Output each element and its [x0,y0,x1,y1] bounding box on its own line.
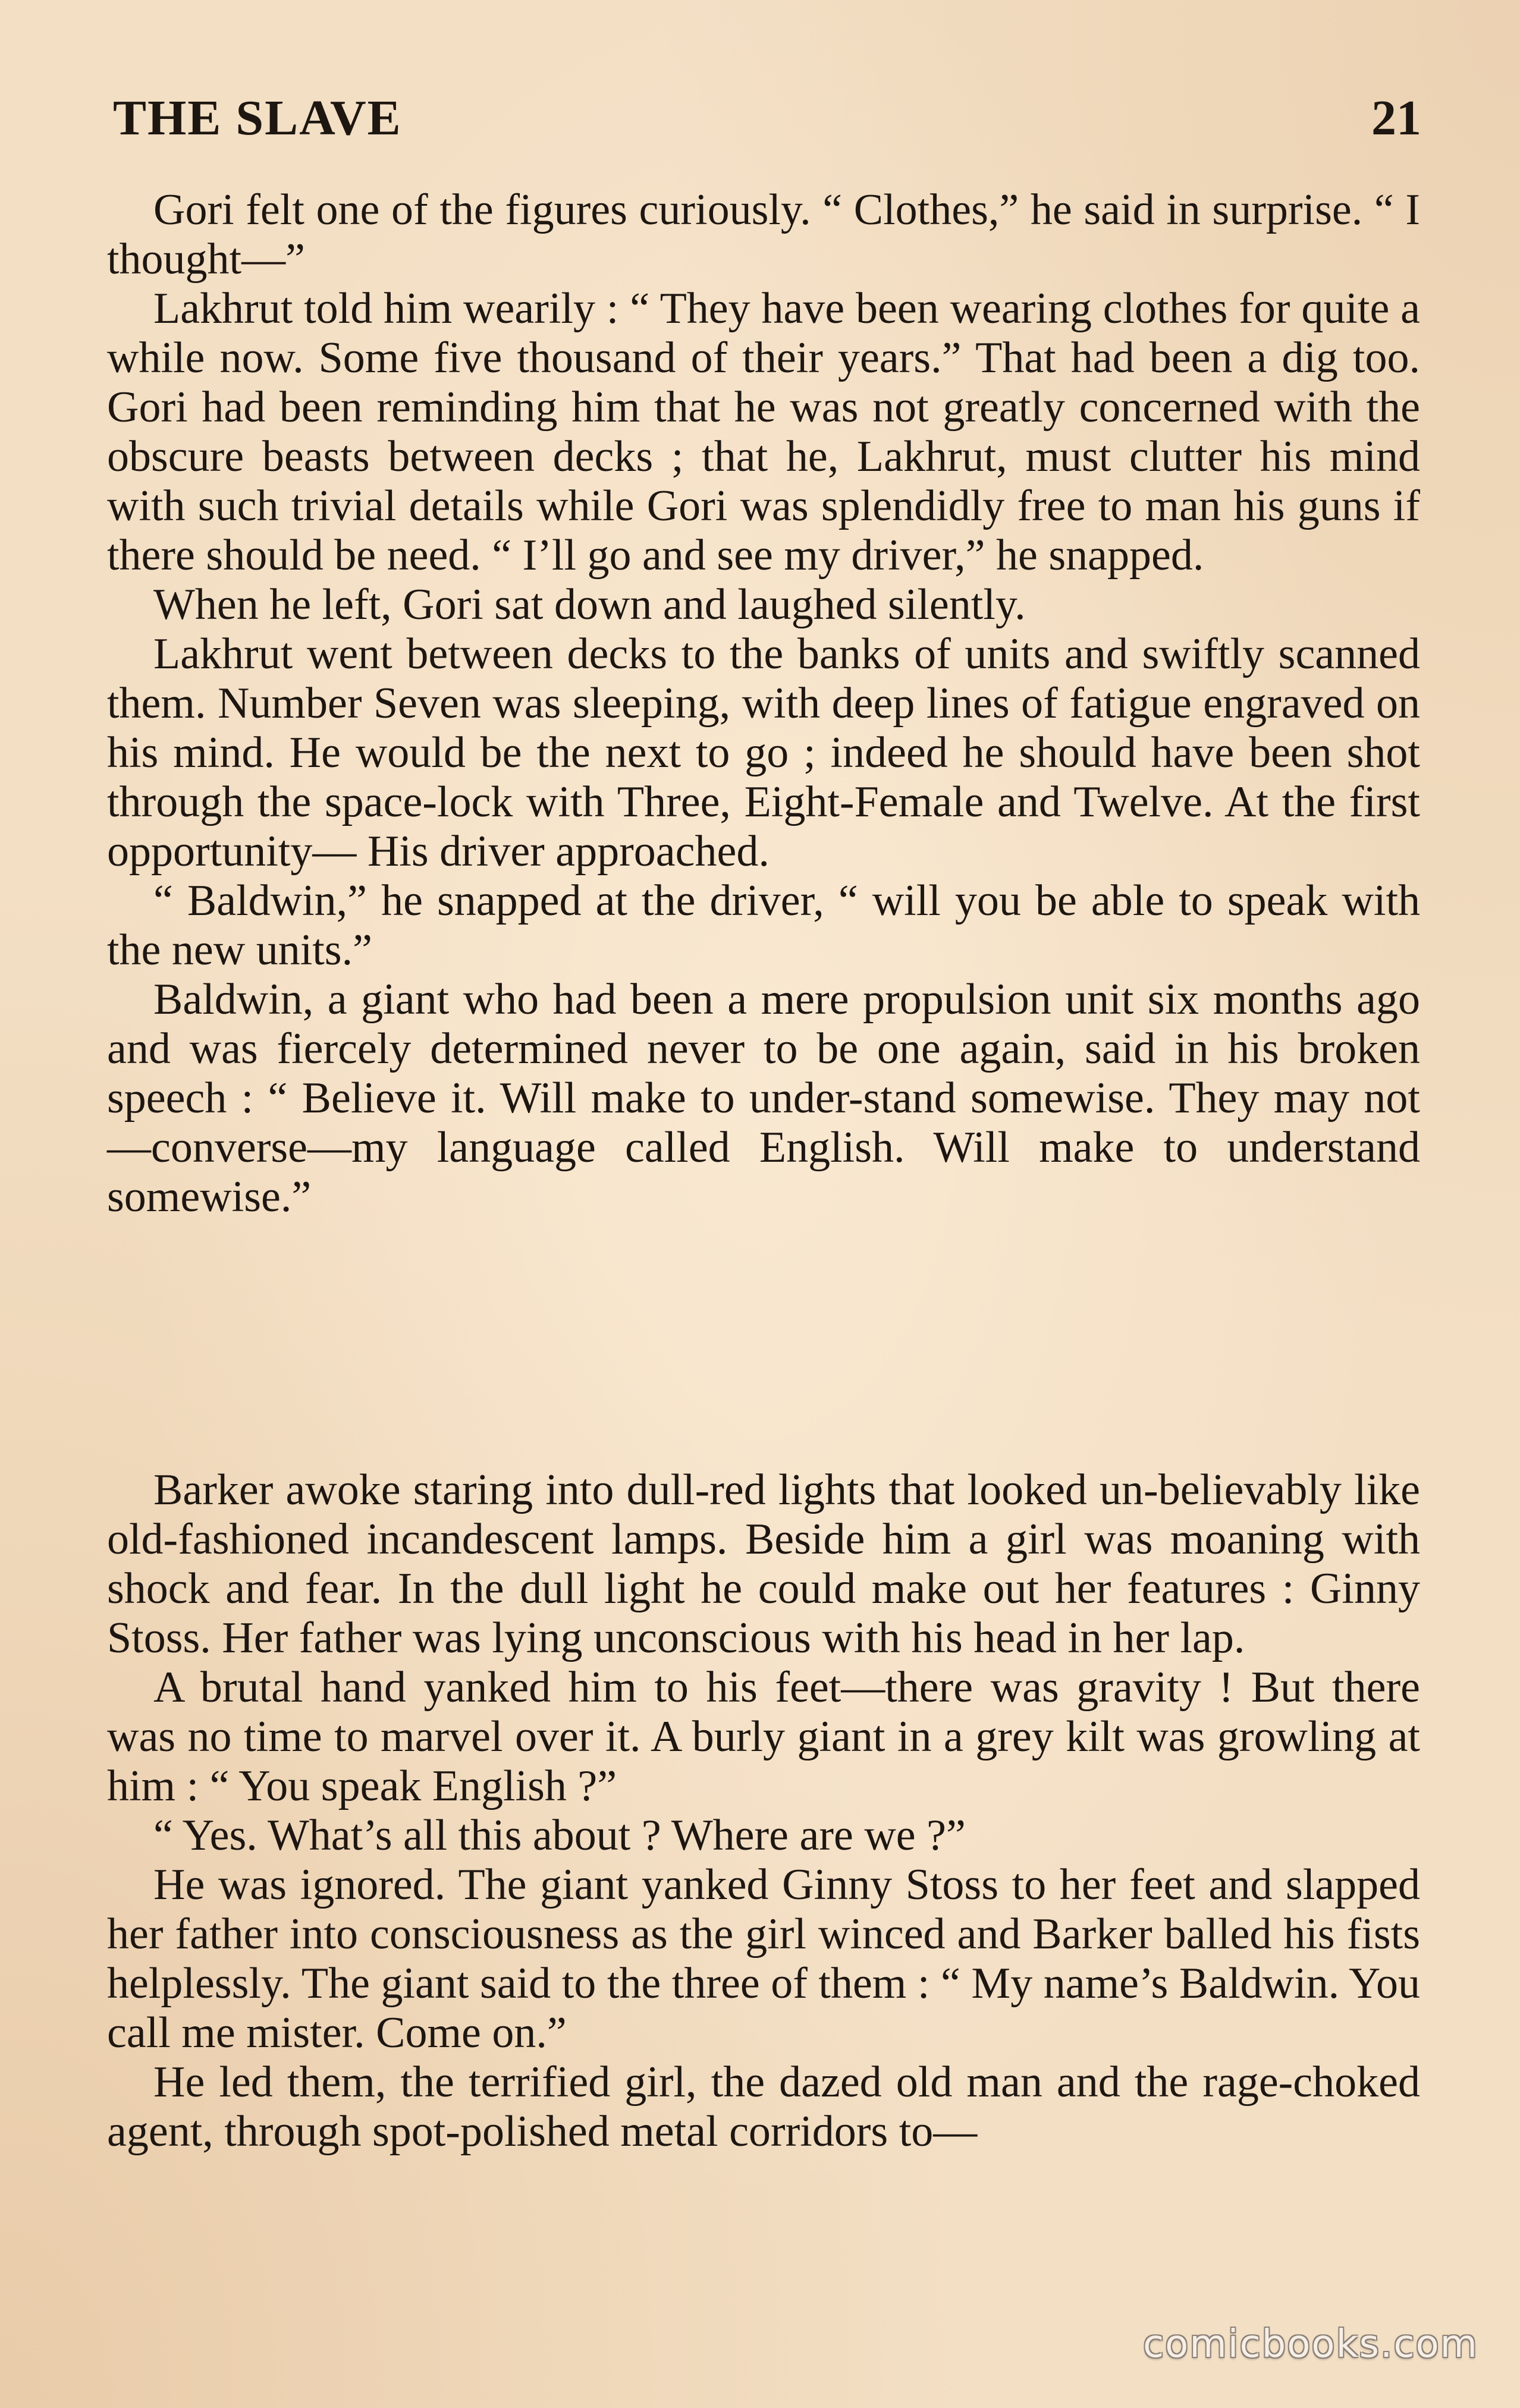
paragraph: Gori felt one of the figures curiously. “ Clothes,” he said in surprise. “ I thought—” [107,186,1420,284]
paragraph: He led them, the terrified girl, the dazed old man and the rage-choked agent, through spot-polished metal corridors to— [107,2058,1420,2156]
paragraph: Barker awoke staring into dull-red lights that looked un-believably like old-fashioned incandescent lamps. Beside him a girl was moaning with shock and fear. In the dull light he could make out her features : Ginny Stoss. Her father was lying unconscious with his head in her lap. [107,1466,1420,1662]
paragraph: Lakhrut told him wearily : “ They have been wearing clothes for quite a while now. Some five thousand of their years.” That had been a dig too. Gori had been reminding him that he was not greatly concerned with the obscure beasts between decks ; that he, Lakhrut, must clutter his mind with such trivial details while Gori was splendidly free to man his guns if there should be need. “ I’ll go and see my driver,” he snapped. [107,284,1420,580]
page-number: 21 [1371,90,1421,146]
paragraph: Lakhrut went between decks to the banks of units and swiftly scanned them. Number Seven was sleeping, with deep lines of fatigue engraved on his mind. He would be the next to go ; indeed he should have been shot through the space-lock with Three, Eight-Female and Twelve. At the first opportunity— His driver approached. [107,630,1420,876]
paragraph: A brutal hand yanked him to his feet—there was gravity ! But there was no time to marvel over it. A burly giant in a grey kilt was growling at him : “ You speak English ?” [107,1663,1420,1810]
paragraph: He was ignored. The giant yanked Ginny Stoss to her feet and slapped her father into consciousness as the girl winced and Barker balled his fists helplessly. The giant said to the three of them : “ My name’s Baldwin. You call me mister. Come on.” [107,1860,1420,2057]
paragraph: “ Yes. What’s all this about ? Where are we ?” [153,1811,966,1860]
text-section-one [107,186,1420,1222]
running-head [113,89,1421,149]
paragraph: Baldwin, a giant who had been a mere propulsion unit six months ago and was fiercely determined never to be one again, said in his broken speech : “ Believe it. Will make to under-stand somewise. They may not—converse—my language called English. Will make to understand somewise.” [107,975,1420,1221]
book-page [107,83,1420,2319]
paragraph: When he left, Gori sat down and laughed silently. [153,580,1026,629]
text-section-two [107,1466,1420,2156]
paragraph: “ Baldwin,” he snapped at the driver, “ will you be able to speak with the new units.” [107,876,1420,974]
watermark: comicbooks.com [1142,2322,1478,2366]
running-title: THE SLAVE [113,90,402,146]
